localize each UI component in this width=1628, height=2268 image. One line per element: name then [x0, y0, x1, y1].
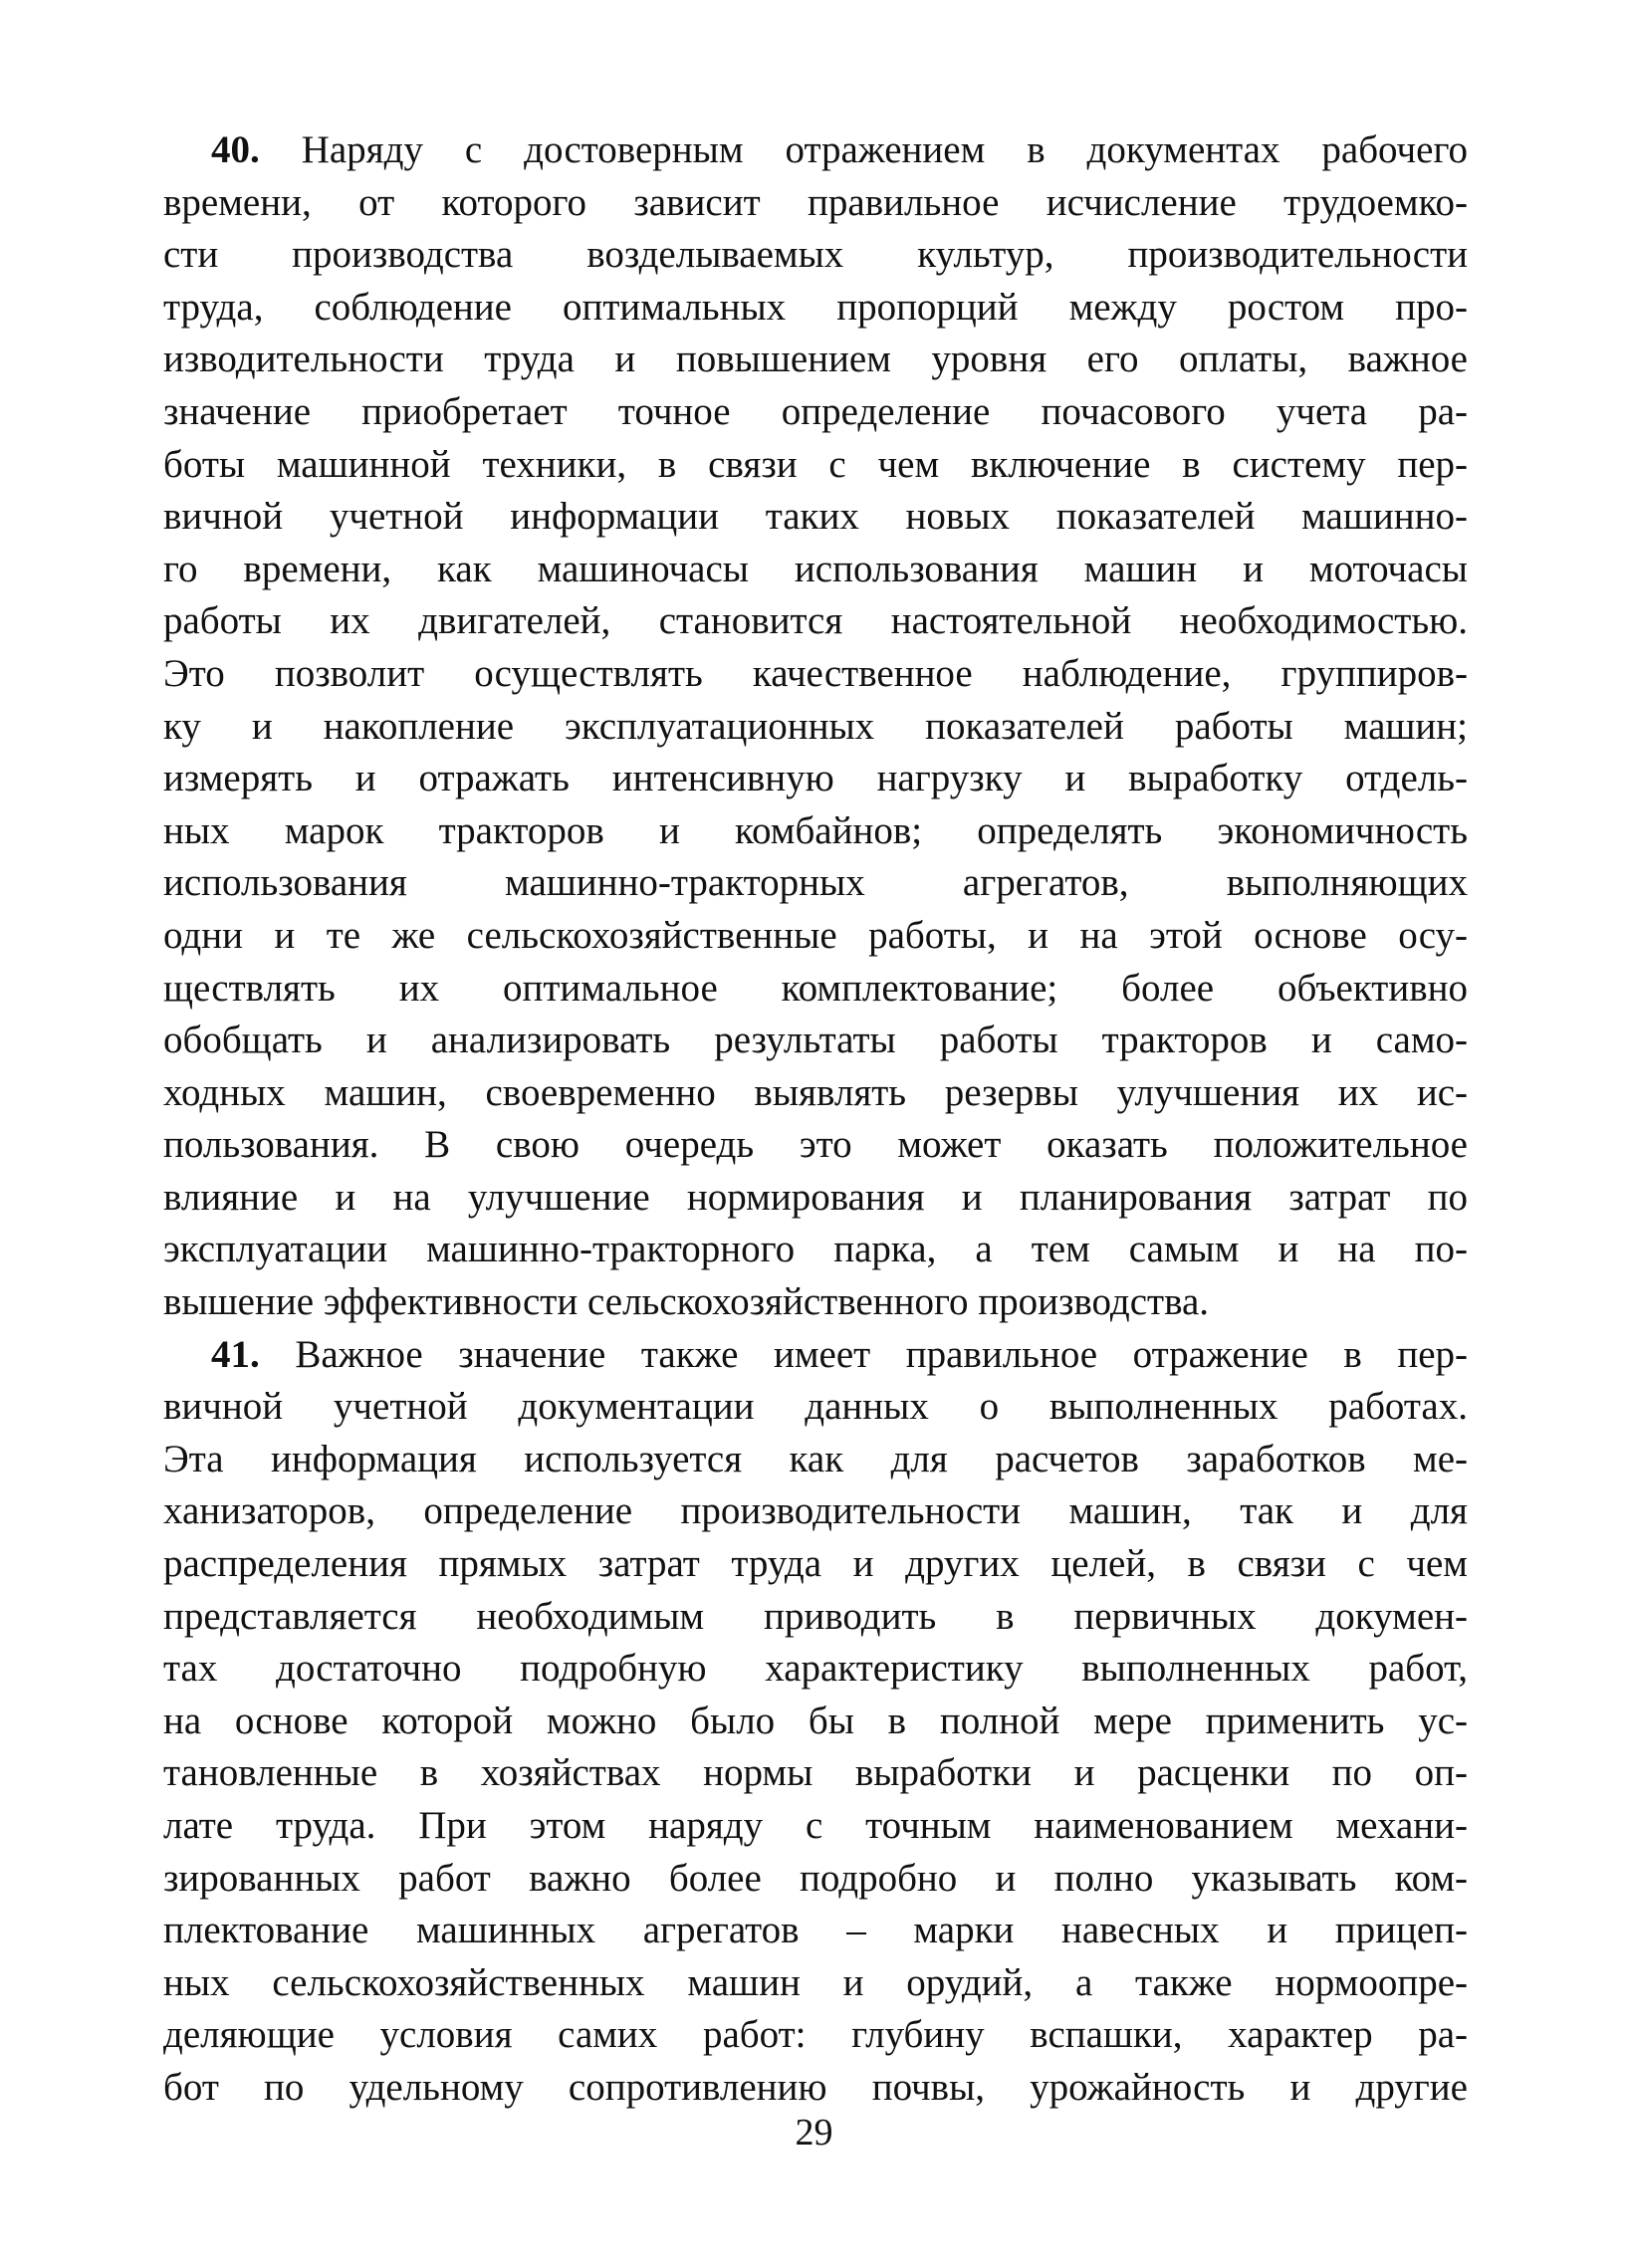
- text-line: ществлять их оптимальное комплектование; более объективно: [163, 966, 1468, 1010]
- paragraph-40: [163, 124, 1468, 1329]
- text-line: представляется необходимым приводить в первичных докумен-: [163, 1594, 1468, 1638]
- text-line: бот по удельному сопротивлению почвы, урожайность и другие: [163, 2065, 1468, 2109]
- text-line: изводительности труда и повышением уровня его оплаты, важное: [163, 338, 1468, 381]
- text-line: вичной учетной информации таких новых показателей машинно-: [163, 495, 1468, 539]
- body-text: [163, 124, 1468, 2115]
- text-line: плектование машинных агрегатов – марки навесных и прицеп-: [163, 1909, 1468, 1952]
- text-line: Это позволит осуществлять качественное наблюдение, группиров-: [163, 651, 1468, 695]
- paragraph-number: 41.: [211, 1332, 260, 1376]
- text-line: вышение эффективности сельскохозяйственного производства.: [163, 1280, 1210, 1324]
- text-line: значение приобретает точное определение почасового учета ра-: [163, 389, 1468, 433]
- text-line: использования машинно-тракторных агрегатов, выполняющих: [163, 861, 1468, 905]
- text-line: тах достаточно подробную характеристику выполненных работ,: [163, 1647, 1468, 1691]
- text-line: лате труда. При этом наряду с точным наименованием механи-: [163, 1804, 1468, 1847]
- text-line: измерять и отражать интенсивную нагрузку и выработку отдель-: [163, 757, 1468, 800]
- page-number: 29: [795, 2112, 833, 2154]
- text-line: обобщать и анализировать результаты работы тракторов и само-: [163, 1019, 1468, 1062]
- text-line: ных сельскохозяйственных машин и орудий, а также нормоопре-: [163, 1960, 1468, 2004]
- text-line: ходных машин, своевременно выявлять резервы улучшения их ис-: [163, 1070, 1468, 1114]
- paragraph-first-line: 40. Наряду с достоверным отражением в документах рабочего: [211, 128, 1468, 171]
- text-line: го времени, как машиночасы использования машин и моточасы: [163, 547, 1468, 590]
- text-line: влияние и на улучшение нормирования и планирования затрат по: [163, 1175, 1468, 1219]
- text-line: Эта информация используется как для расчетов заработков ме-: [163, 1437, 1468, 1480]
- text-line: работы их двигателей, становится настоятельной необходимостью.: [163, 599, 1468, 643]
- text-line: труда, соблюдение оптимальных пропорций между ростом про-: [163, 285, 1468, 329]
- text-line: боты машинной техники, в связи с чем включение в систему пер-: [163, 442, 1468, 486]
- paragraph-first-line: 41. Важное значение также имеет правильное отражение в пер-: [211, 1332, 1468, 1376]
- text-line: тановленные в хозяйствах нормы выработки и расценки по оп-: [163, 1751, 1468, 1795]
- text-line: одни и те же сельскохозяйственные работы, и на этой основе осу-: [163, 913, 1468, 957]
- text-line: ных марок тракторов и комбайнов; определять экономичность: [163, 808, 1468, 852]
- paragraph-41: [163, 1329, 1468, 2115]
- text-line: зированных работ важно более подробно и полно указывать ком-: [163, 1856, 1468, 1900]
- text-line: эксплуатации машинно-тракторного парка, а тем самым и на по-: [163, 1228, 1468, 1271]
- text-line: распределения прямых затрат труда и других целей, в связи с чем: [163, 1542, 1468, 1586]
- paragraph-number: 40.: [211, 128, 260, 171]
- text-line: вичной учетной документации данных о выполненных работах.: [163, 1385, 1468, 1429]
- text-line: на основе которой можно было бы в полной мере применить ус-: [163, 1699, 1468, 1742]
- text-line: сти производства возделываемых культур, производительности: [163, 233, 1468, 277]
- text-line: деляющие условия самих работ: глубину вспашки, характер ра-: [163, 2013, 1468, 2057]
- text-line: ханизаторов, определение производительности машин, так и для: [163, 1489, 1468, 1533]
- text-line: ку и накопление эксплуатационных показателей работы машин;: [163, 704, 1468, 748]
- text-line: пользования. В свою очередь это может оказать положительное: [163, 1123, 1468, 1167]
- text-line: времени, от которого зависит правильное исчисление трудоемко-: [163, 180, 1468, 224]
